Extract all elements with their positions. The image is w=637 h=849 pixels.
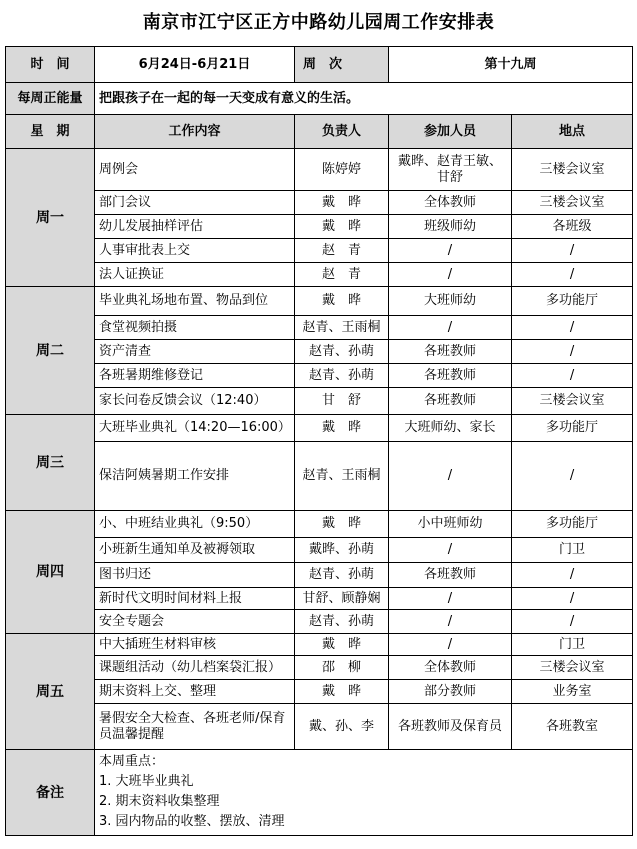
work-cell: 小、中班结业典礼（9:50） <box>95 511 295 538</box>
owner-cell: 戴 晔 <box>295 287 389 316</box>
participants-cell: 班级师幼 <box>389 215 512 239</box>
day-label: 周三 <box>6 415 95 511</box>
column-header-row <box>6 115 633 149</box>
table-row <box>6 340 633 364</box>
participants-cell: 各班教师 <box>389 364 512 388</box>
table-row <box>6 634 633 656</box>
owner-cell: 邵 柳 <box>295 656 389 680</box>
table-row <box>6 511 633 538</box>
owner-cell: 赵青、孙萌 <box>295 563 389 588</box>
header-row-motto <box>6 83 633 115</box>
table-row <box>6 610 633 634</box>
notes-heading: 本周重点： <box>99 754 165 769</box>
place-cell: 三楼会议室 <box>512 656 633 680</box>
motto-label: 每周正能量 <box>6 83 95 115</box>
table-row <box>6 588 633 610</box>
motto-text: 把跟孩子在一起的每一天变成有意义的生活。 <box>95 83 633 115</box>
place-cell: / <box>512 263 633 287</box>
place-cell: / <box>512 442 633 511</box>
place-cell: 三楼会议室 <box>512 191 633 215</box>
owner-cell: 戴 晔 <box>295 191 389 215</box>
owner-cell: 戴 晔 <box>295 215 389 239</box>
place-cell: / <box>512 239 633 263</box>
owner-cell: 赵青、孙萌 <box>295 340 389 364</box>
time-label: 时 间 <box>6 47 95 83</box>
owner-cell: 戴 晔 <box>295 680 389 704</box>
work-cell: 图书归还 <box>95 563 295 588</box>
work-cell: 大班毕业典礼（14:20—16:00） <box>95 415 295 442</box>
participants-cell: / <box>389 538 512 563</box>
owner-cell: 赵 青 <box>295 263 389 287</box>
table-row <box>6 287 633 316</box>
table-row <box>6 563 633 588</box>
place-cell: / <box>512 588 633 610</box>
work-cell: 中大插班生材料审核 <box>95 634 295 656</box>
work-cell: 周例会 <box>95 149 295 191</box>
day-label: 周五 <box>6 634 95 750</box>
date-range: 6月24日-6月21日 <box>95 47 295 83</box>
participants-cell: 大班师幼 <box>389 287 512 316</box>
notes-content <box>95 750 633 836</box>
col-day: 星 期 <box>6 115 95 149</box>
participants-cell: / <box>389 442 512 511</box>
table-row <box>6 415 633 442</box>
place-cell: 各班教室 <box>512 704 633 750</box>
table-row <box>6 239 633 263</box>
work-cell: 保洁阿姨暑期工作安排 <box>95 442 295 511</box>
work-cell: 人事审批表上交 <box>95 239 295 263</box>
col-place: 地点 <box>512 115 633 149</box>
col-work: 工作内容 <box>95 115 295 149</box>
week-value: 第十九周 <box>389 47 633 83</box>
notes-label: 备注 <box>6 750 95 836</box>
place-cell: 业务室 <box>512 680 633 704</box>
work-cell: 期末资料上交、整理 <box>95 680 295 704</box>
table-row <box>6 263 633 287</box>
place-cell: / <box>512 316 633 340</box>
col-owner: 负责人 <box>295 115 389 149</box>
notes-row <box>6 750 633 836</box>
header-row-week <box>6 47 633 83</box>
participants-cell: / <box>389 316 512 340</box>
table-row <box>6 538 633 563</box>
owner-cell: 赵青、王雨桐 <box>295 316 389 340</box>
place-cell: / <box>512 340 633 364</box>
work-cell: 课题组活动（幼儿档案袋汇报） <box>95 656 295 680</box>
place-cell: 三楼会议室 <box>512 388 633 415</box>
work-cell: 法人证换证 <box>95 263 295 287</box>
owner-cell: 赵青、王雨桐 <box>295 442 389 511</box>
table-row <box>6 680 633 704</box>
place-cell: / <box>512 364 633 388</box>
day-label: 周一 <box>6 149 95 287</box>
participants-cell: 戴晔、赵青王敏、甘舒 <box>389 149 512 191</box>
table-row <box>6 149 633 191</box>
participants-cell: 各班教师 <box>389 388 512 415</box>
page-title: 南京市江宁区正方中路幼儿园周工作安排表 <box>142 12 495 33</box>
table-row <box>6 704 633 750</box>
table-row <box>6 388 633 415</box>
owner-cell: 甘 舒 <box>295 388 389 415</box>
participants-cell: 大班师幼、家长 <box>389 415 512 442</box>
participants-cell: / <box>389 239 512 263</box>
work-cell: 幼儿发展抽样评估 <box>95 215 295 239</box>
place-cell: 三楼会议室 <box>512 149 633 191</box>
place-cell: 门卫 <box>512 538 633 563</box>
notes-item: 3. 园内物品的收整、摆放、清理 <box>99 814 285 829</box>
place-cell: / <box>512 610 633 634</box>
table-row <box>6 442 633 511</box>
schedule-table <box>5 46 633 836</box>
participants-cell: 小中班师幼 <box>389 511 512 538</box>
owner-cell: 甘舒、顾静娴 <box>295 588 389 610</box>
participants-cell: 全体教师 <box>389 191 512 215</box>
table-row <box>6 215 633 239</box>
work-cell: 小班新生通知单及被褥领取 <box>95 538 295 563</box>
week-label: 周 次 <box>295 47 389 83</box>
day-label: 周二 <box>6 287 95 415</box>
place-cell: 门卫 <box>512 634 633 656</box>
owner-cell: 赵青、孙萌 <box>295 364 389 388</box>
owner-cell: 赵青、孙萌 <box>295 610 389 634</box>
col-participants: 参加人员 <box>389 115 512 149</box>
participants-cell: / <box>389 263 512 287</box>
work-cell: 各班暑期维修登记 <box>95 364 295 388</box>
day-label: 周四 <box>6 511 95 634</box>
work-cell: 部门会议 <box>95 191 295 215</box>
table-row <box>6 656 633 680</box>
place-cell: 多功能厅 <box>512 415 633 442</box>
work-cell: 暑假安全大检查、各班老师/保育员温馨提醒 <box>95 704 295 750</box>
place-cell: 多功能厅 <box>512 287 633 316</box>
work-cell: 新时代文明时间材料上报 <box>95 588 295 610</box>
participants-cell: 各班教师 <box>389 563 512 588</box>
participants-cell: 部分教师 <box>389 680 512 704</box>
owner-cell: 戴 晔 <box>295 634 389 656</box>
participants-cell: / <box>389 610 512 634</box>
work-cell: 资产清查 <box>95 340 295 364</box>
work-cell: 安全专题会 <box>95 610 295 634</box>
participants-cell: / <box>389 634 512 656</box>
table-row <box>6 364 633 388</box>
owner-cell: 戴 晔 <box>295 415 389 442</box>
owner-cell: 戴、孙、李 <box>295 704 389 750</box>
owner-cell: 戴 晔 <box>295 511 389 538</box>
place-cell: 多功能厅 <box>512 511 633 538</box>
place-cell: 各班级 <box>512 215 633 239</box>
notes-item: 2. 期末资料收集整理 <box>99 794 220 809</box>
owner-cell: 赵 青 <box>295 239 389 263</box>
work-cell: 食堂视频拍摄 <box>95 316 295 340</box>
table-row <box>6 316 633 340</box>
participants-cell: 全体教师 <box>389 656 512 680</box>
participants-cell: / <box>389 588 512 610</box>
table-row <box>6 191 633 215</box>
notes-item: 1. 大班毕业典礼 <box>99 774 194 789</box>
work-cell: 毕业典礼场地布置、物品到位 <box>95 287 295 316</box>
work-cell: 家长问卷反馈会议（12:40） <box>95 388 295 415</box>
participants-cell: 各班教师 <box>389 340 512 364</box>
owner-cell: 戴晔、孙萌 <box>295 538 389 563</box>
place-cell: / <box>512 563 633 588</box>
owner-cell: 陈婷婷 <box>295 149 389 191</box>
participants-cell: 各班教师及保育员 <box>389 704 512 750</box>
